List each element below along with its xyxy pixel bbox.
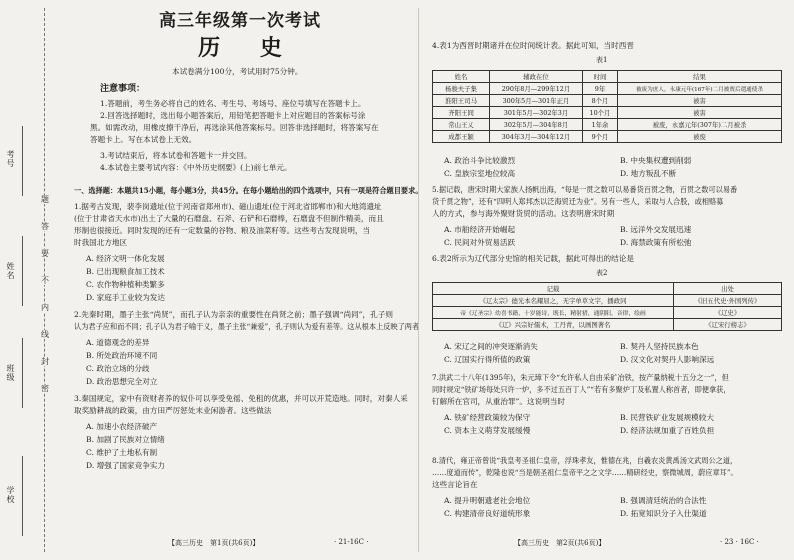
q1-stem: (位于甘肃省天水市)出土了大量的石磨盘、石斧、石铲和石磨棒，石磨盘不但制作精美，而且 bbox=[74, 214, 384, 223]
q5-stem: 货千贯之物”，还有“四明人郑邦杰以泛海贸迁为业”。另有一些人，采取与人合股，或相赂募 bbox=[432, 197, 724, 206]
q8-option-d[interactable]: D. 拓宽知识分子入仕渠道 bbox=[620, 509, 707, 518]
table-cell: 齐阳王冏 bbox=[433, 107, 490, 119]
table-1 bbox=[432, 70, 782, 143]
q4-option-b[interactable]: B. 中央集权遭到削弱 bbox=[620, 156, 692, 165]
table-header: 辅政在位 bbox=[490, 71, 583, 83]
q3-option-b[interactable]: B. 加剧了民族对立情绪 bbox=[86, 435, 165, 444]
q8-option-b[interactable]: B. 强调清廷统治的合法性 bbox=[620, 496, 707, 505]
table-cell: 304年3月—304年12月 bbox=[490, 131, 583, 143]
seal-char: 题 bbox=[41, 195, 49, 204]
table-header: 姓名 bbox=[433, 71, 490, 83]
q2-option-b[interactable]: B. 所处政治环境不同 bbox=[86, 351, 158, 360]
q1-option-c[interactable]: C. 农作物种植种类繁多 bbox=[86, 280, 165, 289]
q1-stem: 1.据考古发现，裴李岗遗址(位于河南省郑州市)、磁山遗址(位于河北省邯郸市)和大地湾遗址 bbox=[74, 202, 382, 211]
school-field[interactable] bbox=[22, 456, 23, 536]
note-line: 答题卡上。写在本试卷上无效。 bbox=[90, 135, 197, 144]
q1-stem: 形制也很接近。同时发现的还有一定数量的谷物、粮及油菜籽等。这些考古发现说明，当 bbox=[74, 226, 371, 235]
table-2 bbox=[432, 282, 782, 331]
q5-option-a[interactable]: A. 市舶经济开始崛起 bbox=[444, 225, 516, 234]
table-row bbox=[433, 131, 782, 143]
page-divider bbox=[418, 8, 419, 552]
name-label: 姓名 bbox=[6, 262, 15, 280]
table-cell: 《辽》兴宗好儒术，工丹青，以画图著名 bbox=[433, 319, 674, 331]
table-cell: 成都王颖 bbox=[433, 131, 490, 143]
table-header-row bbox=[433, 283, 782, 295]
table-cell: 1年余 bbox=[583, 119, 618, 131]
table-cell: 290年8月—299年12月 bbox=[490, 83, 583, 95]
q2-option-a[interactable]: A. 道德观念的差异 bbox=[86, 338, 150, 347]
table-cell: 301年5月—302年3月 bbox=[490, 107, 583, 119]
table-cell: 常山王乂 bbox=[433, 119, 490, 131]
q7-option-c[interactable]: C. 资本主义萌芽发展缓慢 bbox=[444, 426, 531, 435]
seal-char: 内 bbox=[41, 303, 49, 312]
q2-stem: 2.先秦时期，墨子主张“尚贤”，而孔子认为亲亲的重要性在尚贤之前；墨子强调“尚同”，孔子则 bbox=[74, 310, 393, 319]
table-cell: 被害 bbox=[618, 95, 782, 107]
table-header: 记载 bbox=[433, 283, 674, 295]
table-header: 时间 bbox=[583, 71, 618, 83]
class-label: 班级 bbox=[6, 364, 15, 382]
q8-stem: ……度道而传”，乾隆也说“当是朝圣祖仁皇帝平之之文学……精研经史，察微城周，蔚应章耳”。 bbox=[432, 468, 738, 477]
section-heading: 一、选择题：本题共15小题，每小题3分，共45分。在每小题给出的四个选项中，只有一项是符合题目要求。 bbox=[74, 186, 423, 195]
q5-stem: 人的方式，参与海外聚财货贸的活动。这表明唐宋时期 bbox=[432, 209, 615, 218]
note-line: 3.考试结束后，将本试卷和答题卡一并交回。 bbox=[100, 151, 252, 160]
table-row bbox=[433, 119, 782, 131]
q4-option-c[interactable]: C. 皇族宗室地位较高 bbox=[444, 169, 516, 178]
table-cell: 9年 bbox=[583, 83, 618, 95]
table-cell: 被废为庶人，永康元年(167年)二月被贾后遣通使杀 bbox=[618, 83, 782, 95]
q6-option-c[interactable]: C. 辽国实行得所值的政策 bbox=[444, 355, 531, 364]
q7-option-d[interactable]: D. 经济法规加重了百姓负担 bbox=[620, 426, 715, 435]
q3-stem: 取奖励耕战的政策，由方田严厉惩处末业闲游者。这些做法 bbox=[74, 406, 272, 415]
page-two bbox=[424, 0, 788, 560]
school-label: 学校 bbox=[6, 486, 15, 504]
q3-option-c[interactable]: C. 维护了土地私有制 bbox=[86, 448, 158, 457]
table-header: 结果 bbox=[618, 71, 782, 83]
table-row bbox=[433, 107, 782, 119]
page-one-code: · 21-16C · bbox=[334, 538, 369, 546]
q2-option-c[interactable]: C. 政治立场的分歧 bbox=[86, 364, 150, 373]
q4-option-d[interactable]: D. 地方叛乱不断 bbox=[620, 169, 677, 178]
q7-option-b[interactable]: B. 民营铁矿业发展规模较大 bbox=[620, 413, 714, 422]
binding-margin bbox=[0, 0, 62, 560]
q6-stem: 6.表2所示为辽代部分史馆的相关记载，据此可得出的结论是 bbox=[432, 254, 634, 263]
table-cell: 被废，永嘉元年(307年)二月被杀 bbox=[618, 119, 782, 131]
q8-stem: 这些言论旨在 bbox=[432, 480, 478, 489]
table-cell: 302年5月—304年8月 bbox=[490, 119, 583, 131]
q1-option-d[interactable]: D. 家庭手工业较为发达 bbox=[86, 293, 165, 302]
q6-option-a[interactable]: A. 宋辽之间的冲突逐渐消失 bbox=[444, 342, 538, 351]
table-row bbox=[433, 319, 782, 331]
seal-char: 封 bbox=[41, 357, 49, 366]
seal-char: 要 bbox=[41, 249, 49, 258]
q7-stem: 钉解所在官司，从重治罪”。这说明当时 bbox=[432, 397, 565, 406]
table-cell: 被废 bbox=[618, 131, 782, 143]
table-cell: 《辽宋行榜志》 bbox=[674, 319, 782, 331]
page-one-footer: 【高三历史 第1页(共6页)】 bbox=[168, 539, 260, 547]
table-cell: 淮阳王司马 bbox=[433, 95, 490, 107]
q1-option-b[interactable]: B. 已出现粮食加工技术 bbox=[86, 267, 165, 276]
note-line: 2.回答选择题时，选出每小题答案后，用铅笔把答题卡上对应题目的答案标号涂 bbox=[100, 111, 366, 120]
q8-stem: 8.清代，雍正帝曾说“我皇考圣祖仁皇帝，浮珠孝友，惟德在兆，自羲农炎黄禹汤文武周公之道， bbox=[432, 456, 738, 465]
table-cell: 杨骏夫子集 bbox=[433, 83, 490, 95]
seal-char: 答 bbox=[41, 222, 49, 231]
q1-stem: 时我国北方地区 bbox=[74, 238, 128, 247]
table-cell: 《辽太宗》德光本名耀屈之，无字单草文字，播政同 bbox=[433, 295, 674, 307]
q3-stem: 3.秦国规定，家中有资财者养的奴仆可以享受免徭、免租的优惠，并可以开荒造地。同时，对秦人采 bbox=[74, 394, 408, 403]
table-row bbox=[433, 95, 782, 107]
note-line: 黑。如需改动，用橡皮擦干净后，再选涂其他答案标号。回答非选择题时，将答案写在 bbox=[90, 123, 379, 132]
q5-option-b[interactable]: B. 远洋外交发展迅速 bbox=[620, 225, 692, 234]
exam-no-field[interactable] bbox=[22, 126, 23, 196]
table-1-caption: 表1 bbox=[596, 56, 608, 64]
seal-char: 密 bbox=[41, 384, 49, 393]
note-line: 4.本试卷主要考试内容：《中外历史纲要》(上)前七单元。 bbox=[100, 163, 292, 172]
name-field[interactable] bbox=[22, 236, 23, 306]
q5-stem: 5.据记载，唐宋时期大家族人扬帆出海，“每是一贯之数可以易番货百贯之物，百贯之数可以易番 bbox=[432, 185, 738, 194]
table-cell: 9个月 bbox=[583, 131, 618, 143]
table-cell: 300年5月—301年正月 bbox=[490, 95, 583, 107]
note-line: 1.答题前，考生务必将自己的姓名、考生号、考场号、座位号填写在答题卡上。 bbox=[100, 99, 366, 108]
table-header: 出处 bbox=[674, 283, 782, 295]
q8-option-c[interactable]: C. 构建清帝良好道统形象 bbox=[444, 509, 531, 518]
q1-option-a[interactable]: A. 经济文明一体化发展 bbox=[86, 254, 165, 263]
q3-option-a[interactable]: A. 加速小农经济破产 bbox=[86, 422, 158, 431]
seal-char: 线 bbox=[41, 330, 49, 339]
q7-option-a[interactable]: A. 铁矿经营政策较为保守 bbox=[444, 413, 531, 422]
table-row bbox=[433, 307, 782, 319]
seal-char: 不 bbox=[41, 276, 49, 285]
table-cell: 《旧五代史·外国列传》 bbox=[674, 295, 782, 307]
page-one bbox=[64, 0, 423, 560]
exam-title: 高三年级第一次考试 bbox=[159, 11, 321, 31]
q5-option-c[interactable]: C. 民间对外贸易活跃 bbox=[444, 238, 516, 247]
exam-meta: 本试卷满分100分，考试用时75分钟。 bbox=[172, 67, 303, 76]
table-row bbox=[433, 295, 782, 307]
q7-stem: 同时规定“铁矿场每处只许一炉，多不过五百丁人”“若有多聚炉丁及私置人称首者，即便拿获， bbox=[432, 385, 731, 394]
table-cell: 帝《辽圣宗》幼喜书籍，十岁能诗，既长，精射猎，通阴阳，音律，绘画 bbox=[433, 307, 674, 319]
q7-stem: 7.洪武二十八年(1395年)，朱元璋下令“允许私人自由采矿冶铁，按产量纳税十五分之一”，但 bbox=[432, 373, 729, 382]
table-cell: 被害 bbox=[618, 107, 782, 119]
exam-no-label: 考号 bbox=[6, 150, 15, 168]
q4-stem: 4.表1为西晋时期诸并在位时间统计表。据此可知，当时西晋 bbox=[432, 41, 634, 50]
class-field[interactable] bbox=[22, 338, 23, 408]
q5-option-d[interactable]: D. 海禁政策有所松弛 bbox=[620, 238, 692, 247]
table-header-row bbox=[433, 71, 782, 83]
table-2-caption: 表2 bbox=[596, 269, 608, 277]
q2-stem: 认为君子应和而不同；孔子认为君子喻于义，墨子主张“兼爱”，孔子则认为爱有差等。这从根本上反映了两者 bbox=[74, 322, 420, 331]
q6-option-b[interactable]: B. 契丹人坚持民族本色 bbox=[620, 342, 699, 351]
q8-option-a[interactable]: A. 提升明朝遗老社会地位 bbox=[444, 496, 531, 505]
table-cell: 10个月 bbox=[583, 107, 618, 119]
page-two-footer: 【高三历史 第2页(共6页)】 bbox=[514, 539, 606, 547]
q6-option-d[interactable]: D. 汉文化对契丹人影响深远 bbox=[620, 355, 715, 364]
subject-title: 历 史 bbox=[198, 35, 298, 61]
q2-option-d[interactable]: D. 政治思想完全对立 bbox=[86, 377, 158, 386]
notes-heading: 注意事项： bbox=[100, 84, 146, 94]
table-cell: 《辽史》 bbox=[674, 307, 782, 319]
table-cell: 8个月 bbox=[583, 95, 618, 107]
q4-option-a[interactable]: A. 政治斗争比较激烈 bbox=[444, 156, 516, 165]
page-two-code: · 23 · 16C · bbox=[720, 538, 759, 546]
q3-option-d[interactable]: D. 增强了国家竞争实力 bbox=[86, 461, 165, 470]
table-row bbox=[433, 83, 782, 95]
